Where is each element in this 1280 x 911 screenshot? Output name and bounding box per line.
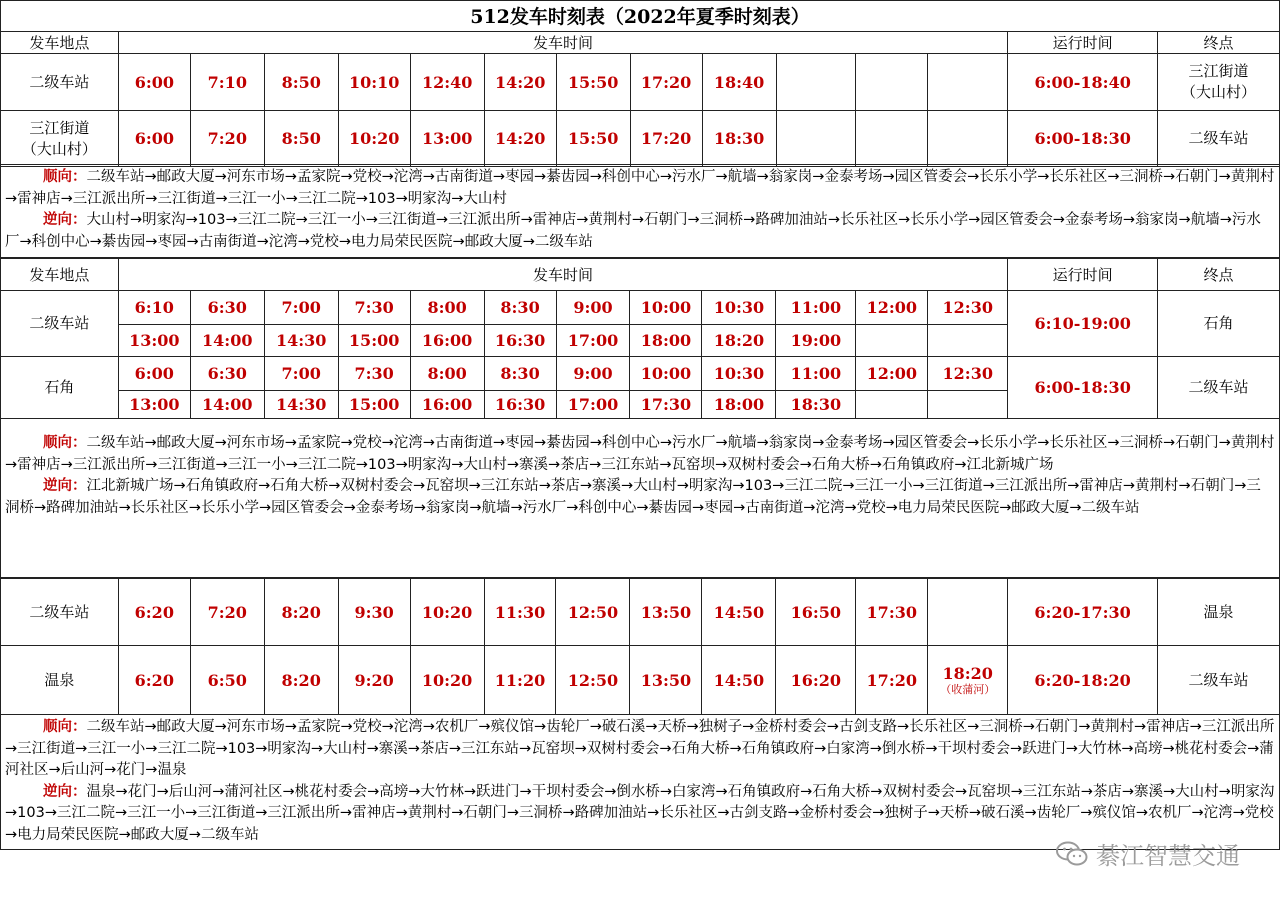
- time-cell: 17:20: [630, 54, 702, 111]
- route-box-2: [0, 418, 1280, 578]
- time-cell: 8:50: [264, 54, 338, 111]
- watermark: [1056, 836, 1240, 871]
- time-cell: 16:30: [484, 325, 556, 357]
- time-cell: 13:50: [630, 579, 702, 646]
- header-origin: 发车地点: [1, 32, 119, 54]
- time-cell: 10:20: [410, 579, 484, 646]
- time-cell: 12:50: [556, 579, 630, 646]
- time-cell: 10:30: [702, 357, 776, 391]
- watermark-text: 綦江智慧交通: [1096, 842, 1240, 870]
- forward-label: 顺向：: [43, 435, 87, 451]
- time-cell: 17:30: [630, 391, 702, 419]
- time-cell: 10:20: [338, 111, 410, 167]
- header-origin: 发车地点: [1, 259, 119, 291]
- time-cell: 11:20: [484, 646, 556, 715]
- reverse-label: 逆向：: [43, 478, 87, 494]
- time-cell: 13:00: [410, 111, 484, 167]
- time-cell: 10:10: [338, 54, 410, 111]
- time-cell: 8:00: [410, 291, 484, 325]
- time-cell: 9:20: [338, 646, 410, 715]
- reverse-label: 逆向：: [43, 783, 87, 800]
- reverse-route: 大山村→明家沟→103→三江二院→三江一小→三江街道→三江派出所→雷神店→黄荆村→石朝门→三洞桥→路碑加油站→长乐社区→长乐小学→园区管委会→金泰考场→翁家岗→航墙→污水厂→科创中心→綦齿园→枣园→古南街道→沱湾→党校→电力局荣民医院→邮政大厦→二级车站: [5, 212, 1261, 250]
- time-cell: 16:20: [776, 646, 856, 715]
- reverse-label: 逆向：: [43, 212, 87, 228]
- origin-cell: 二级车站: [1, 579, 119, 646]
- time-cell: 7:00: [264, 357, 338, 391]
- time-cell: 12:40: [410, 54, 484, 111]
- time-cell: 17:30: [856, 579, 928, 646]
- time-cell: 17:20: [856, 646, 928, 715]
- time-cell: 12:30: [928, 357, 1008, 391]
- time-cell: 18:30: [776, 391, 856, 419]
- section3-table: [0, 578, 1280, 715]
- time-cell: 6:00: [118, 111, 190, 167]
- time-cell: 16:30: [484, 391, 556, 419]
- reverse-route: 江北新城广场→石角镇政府→石角大桥→双树村委会→瓦窑坝→三江东站→茶店→寨溪→大山村→明家沟→103→三江二院→三江一小→三江街道→三江派出所→雷神店→黄荆村→石朝门→三洞桥→路碑加油站→长乐社区→长乐小学→园区管委会→金泰考场→翁家岗→航墙→污水厂→科创中心→綦齿园→枣园→古南街道→沱湾→党校→电力局荣民医院→邮政大厦→二级车站: [5, 478, 1261, 516]
- time-cell: 14:20: [484, 111, 556, 167]
- table-row: [1, 291, 1280, 325]
- empty-cell: [776, 54, 856, 111]
- time-cell: 18:30: [702, 111, 776, 167]
- terminal-cell: 石角: [1158, 291, 1280, 357]
- time-cell: 14:30: [264, 391, 338, 419]
- time-cell: 10:30: [702, 291, 776, 325]
- time-cell: 10:00: [630, 357, 702, 391]
- origin-cell: 二级车站: [1, 54, 119, 111]
- time-cell: 18:00: [630, 325, 702, 357]
- table-row: [1, 111, 1280, 167]
- time-cell: 6:00: [118, 357, 190, 391]
- time-cell: 13:00: [118, 325, 190, 357]
- time-cell: 8:00: [410, 357, 484, 391]
- time-cell: 6:10: [118, 291, 190, 325]
- header-terminal: 终点: [1158, 32, 1280, 54]
- table-row: [1, 357, 1280, 391]
- reverse-route: 温泉→花门→后山河→蒲河社区→桃花村委会→高塝→大竹林→跃进门→干坝村委会→倒水桥→白家湾→石角镇政府→石角大桥→双树村委会→瓦窑坝→三江东站→茶店→寨溪→大山村→明家沟→103→三江二院→三江一小→三江街道→三江派出所→雷神店→黄荆村→石朝门→三洞桥→路碑加油站→长乐社区→古剑支路→金桥村委会→独树子→天桥→破石溪→齿轮厂→殡仪馆→农机厂→沱湾→党校→电力局荣民医院→邮政大厦→二级车站: [5, 783, 1275, 843]
- time-cell: 6:20: [118, 646, 190, 715]
- time-cell: 17:20: [630, 111, 702, 167]
- forward-route: 二级车站→邮政大厦→河东市场→孟家院→党校→沱湾→古南街道→枣园→綦齿园→科创中心→污水厂→航墙→翁家岗→金泰考场→园区管委会→长乐小学→长乐社区→三洞桥→石朝门→黄荆村→雷神店→三江派出所→三江街道→三江一小→三江二院→103→明家沟→大山村→寨溪→茶店→三江东站→瓦窑坝→双树村委会→石角大桥→石角镇政府→江北新城广场: [5, 435, 1275, 473]
- duration-cell: 6:20-18:20: [1008, 646, 1158, 715]
- time-cell: 9:30: [338, 579, 410, 646]
- time-cell: 19:00: [776, 325, 856, 357]
- wechat-icon: [1056, 841, 1088, 867]
- time-cell: 15:00: [338, 325, 410, 357]
- terminal-cell: 温泉: [1158, 579, 1280, 646]
- duration-cell: 6:20-17:30: [1008, 579, 1158, 646]
- time-cell: 15:00: [338, 391, 410, 419]
- time-cell: 12:00: [856, 357, 928, 391]
- route-box-3: [0, 714, 1280, 850]
- section1-table: [0, 31, 1280, 167]
- empty-cell: [856, 111, 928, 167]
- time-cell: 8:30: [484, 291, 556, 325]
- time-cell: 8:20: [264, 646, 338, 715]
- time-cell: 13:00: [118, 391, 190, 419]
- empty-cell: [928, 325, 1008, 357]
- table-row: [1, 579, 1280, 646]
- time-cell: 6:30: [190, 357, 264, 391]
- origin-cell: 石角: [1, 357, 119, 419]
- time-cell: 18:00: [702, 391, 776, 419]
- time-cell: 7:10: [190, 54, 264, 111]
- time-cell: 10:00: [630, 291, 702, 325]
- time-cell: 15:50: [556, 54, 630, 111]
- time-cell: 14:30: [264, 325, 338, 357]
- empty-cell: [928, 54, 1008, 111]
- time-cell: 12:50: [556, 646, 630, 715]
- time-cell: 14:00: [190, 325, 264, 357]
- empty-cell: [856, 325, 928, 357]
- header-duration: 运行时间: [1008, 259, 1158, 291]
- time-cell: 16:00: [410, 391, 484, 419]
- time-cell: 9:00: [556, 291, 630, 325]
- time-cell: 16:50: [776, 579, 856, 646]
- time-cell: 8:20: [264, 579, 338, 646]
- terminal-line1: 三江街道: [1188, 62, 1249, 80]
- section2-table: [0, 258, 1280, 419]
- table-row: [1, 54, 1280, 111]
- terminal-cell: 二级车站: [1158, 646, 1280, 715]
- terminal-cell: 二级车站: [1158, 357, 1280, 419]
- forward-route: 二级车站→邮政大厦→河东市场→孟家院→党校→沱湾→古南街道→枣园→綦齿园→科创中心→污水厂→航墙→翁家岗→金泰考场→园区管委会→长乐小学→长乐社区→三洞桥→石朝门→黄荆村→雷神店→三江派出所→三江街道→三江一小→三江二院→103→明家沟→大山村: [5, 169, 1275, 207]
- time-cell: 6:00: [118, 54, 190, 111]
- time-cell: 15:50: [556, 111, 630, 167]
- duration-cell: 6:00-18:30: [1008, 111, 1158, 167]
- empty-cell: [776, 111, 856, 167]
- empty-cell: [928, 391, 1008, 419]
- time-cell: 17:00: [556, 391, 630, 419]
- terminal-cell: [1158, 54, 1280, 111]
- time-cell: 8:50: [264, 111, 338, 167]
- header-terminal: 终点: [1158, 259, 1280, 291]
- time-cell: 14:50: [702, 646, 776, 715]
- time-cell: 7:30: [338, 357, 410, 391]
- last-trip-note: （收蒲河）: [940, 683, 996, 696]
- time-cell: 18:40: [702, 54, 776, 111]
- terminal-cell: 二级车站: [1158, 111, 1280, 167]
- table-row: [1, 646, 1280, 715]
- time-cell-last: [928, 646, 1008, 715]
- origin-cell: 二级车站: [1, 291, 119, 357]
- empty-cell: [928, 579, 1008, 646]
- time-cell: 17:00: [556, 325, 630, 357]
- time-cell: 14:20: [484, 54, 556, 111]
- time-cell: 11:30: [484, 579, 556, 646]
- header-duration: 运行时间: [1008, 32, 1158, 54]
- time-cell: 8:30: [484, 357, 556, 391]
- time-cell: 11:00: [776, 357, 856, 391]
- forward-label: 顺向：: [43, 169, 87, 185]
- time-cell: 11:00: [776, 291, 856, 325]
- time-cell: 6:50: [190, 646, 264, 715]
- time-cell: 6:20: [118, 579, 190, 646]
- time-cell: 7:20: [190, 111, 264, 167]
- time-cell: 7:00: [264, 291, 338, 325]
- time-cell: 14:50: [702, 579, 776, 646]
- duration-cell: 6:00-18:40: [1008, 54, 1158, 111]
- header-depart: 发车时间: [118, 259, 1007, 291]
- duration-cell: 6:00-18:30: [1008, 357, 1158, 419]
- time-cell: 18:20: [702, 325, 776, 357]
- page-title: 512发车时刻表（2022年夏季时刻表）: [0, 0, 1280, 32]
- duration-cell: 6:10-19:00: [1008, 291, 1158, 357]
- time-cell: 10:20: [410, 646, 484, 715]
- origin-line1: 三江街道: [29, 118, 90, 137]
- origin-line2: （大山村）: [21, 139, 97, 158]
- time-cell: 7:20: [190, 579, 264, 646]
- time-cell: 6:30: [190, 291, 264, 325]
- empty-cell: [856, 391, 928, 419]
- origin-cell: 温泉: [1, 646, 119, 715]
- forward-label: 顺向：: [43, 719, 87, 735]
- empty-cell: [928, 111, 1008, 167]
- time-cell: 13:50: [630, 646, 702, 715]
- terminal-line2: （大山村）: [1181, 83, 1257, 101]
- last-time: 18:20: [942, 664, 993, 683]
- time-cell: 9:00: [556, 357, 630, 391]
- forward-route: 二级车站→邮政大厦→河东市场→孟家院→党校→沱湾→农机厂→殡仪馆→齿轮厂→破石溪→天桥→独树子→金桥村委会→古剑支路→长乐社区→三洞桥→石朝门→黄荆村→雷神店→三江派出所→三江街道→三江一小→三江二院→103→明家沟→大山村→寨溪→茶店→三江东站→瓦窑坝→双树村委会→石角大桥→石角镇政府→白家湾→倒水桥→干坝村委会→跃进门→大竹林→高塝→桃花村委会→蒲河社区→后山河→花门→温泉: [5, 719, 1275, 778]
- empty-cell: [856, 54, 928, 111]
- time-cell: 7:30: [338, 291, 410, 325]
- header-depart: 发车时间: [118, 32, 1007, 54]
- route-box-1: [0, 164, 1280, 258]
- time-cell: 12:00: [856, 291, 928, 325]
- time-cell: 16:00: [410, 325, 484, 357]
- origin-cell: [1, 111, 119, 167]
- time-cell: 12:30: [928, 291, 1008, 325]
- time-cell: 14:00: [190, 391, 264, 419]
